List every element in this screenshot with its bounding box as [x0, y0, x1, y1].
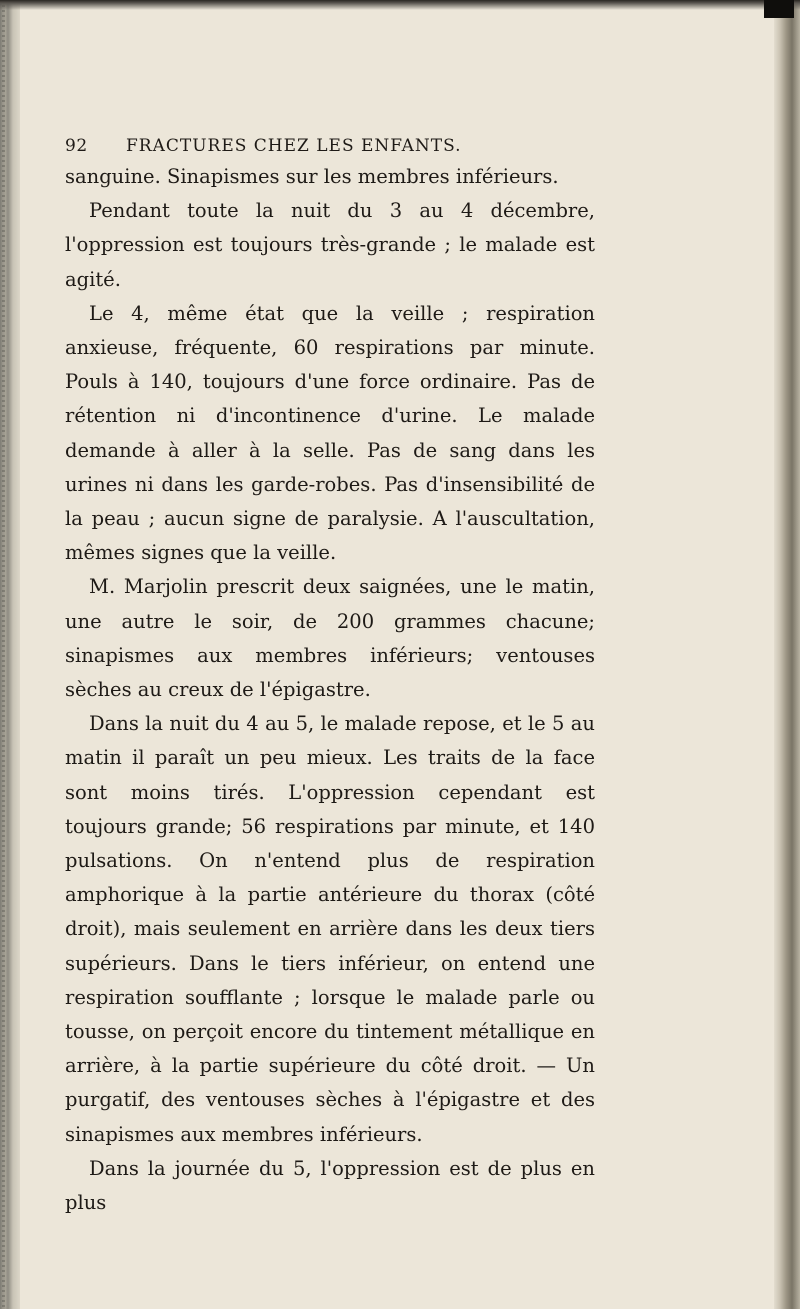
body-text	[65, 160, 595, 1220]
paragraph-prescription: M. Marjolin prescrit deux saignées, une le matin, une autre le soir, de 200 grammes chacune; sinapismes aux membres inférieurs; ventouses sèches au creux de l'épigastre.	[65, 575, 595, 702]
paragraph-night-4-5: Dans la nuit du 4 au 5, le malade repose, et le 5 au matin il paraît un peu mieux. Les traits de la face sont moins tirés. L'oppression cependant est toujours grande; 56 respirations par minute, et 140 pulsations. On n'entend plus de respiration amphorique à la partie antérieure du thorax (côté droit), mais seulement en arrière dans les deux tiers supérieurs. Dans le tiers inférieur, on entend une respiration soufflante ; lorsque le malade parle ou tousse, on perçoit encore du tintement métallique en arrière, à la partie supérieure du côté droit. — Un purgatif, des ventouses sèches à l'épigastre et des sinapismes aux membres inférieurs.	[65, 712, 595, 1146]
book-gutter-edge	[0, 0, 20, 1309]
paragraph-continuation: sanguine. Sinapismes sur les membres inférieurs.	[65, 165, 559, 188]
paragraph-night-3-4: Pendant toute la nuit du 3 au 4 décembre, l'oppression est toujours très-grande ; le malade est agité.	[65, 199, 595, 291]
running-head	[50, 136, 770, 160]
page-number: 92	[65, 136, 88, 156]
running-title: FRACTURES CHEZ LES ENFANTS.	[126, 136, 462, 156]
book-page	[40, 0, 780, 1309]
paragraph-day-5: Dans la journée du 5, l'oppression est de plus en plus	[65, 1156, 595, 1215]
paragraph-day-4: Le 4, même état que la veille ; respiration anxieuse, fréquente, 60 respirations par minute. Pouls à 140, toujours d'une force ordinaire. Pas de rétention ni d'incontinence d'urine. Le malade demande à aller à la selle. Pas de sang dans les urines ni dans les garde-robes. Pas d'insensibilité de la peau ; aucun signe de paralysie. A l'auscultation, mêmes signes que la veille.	[65, 301, 595, 565]
